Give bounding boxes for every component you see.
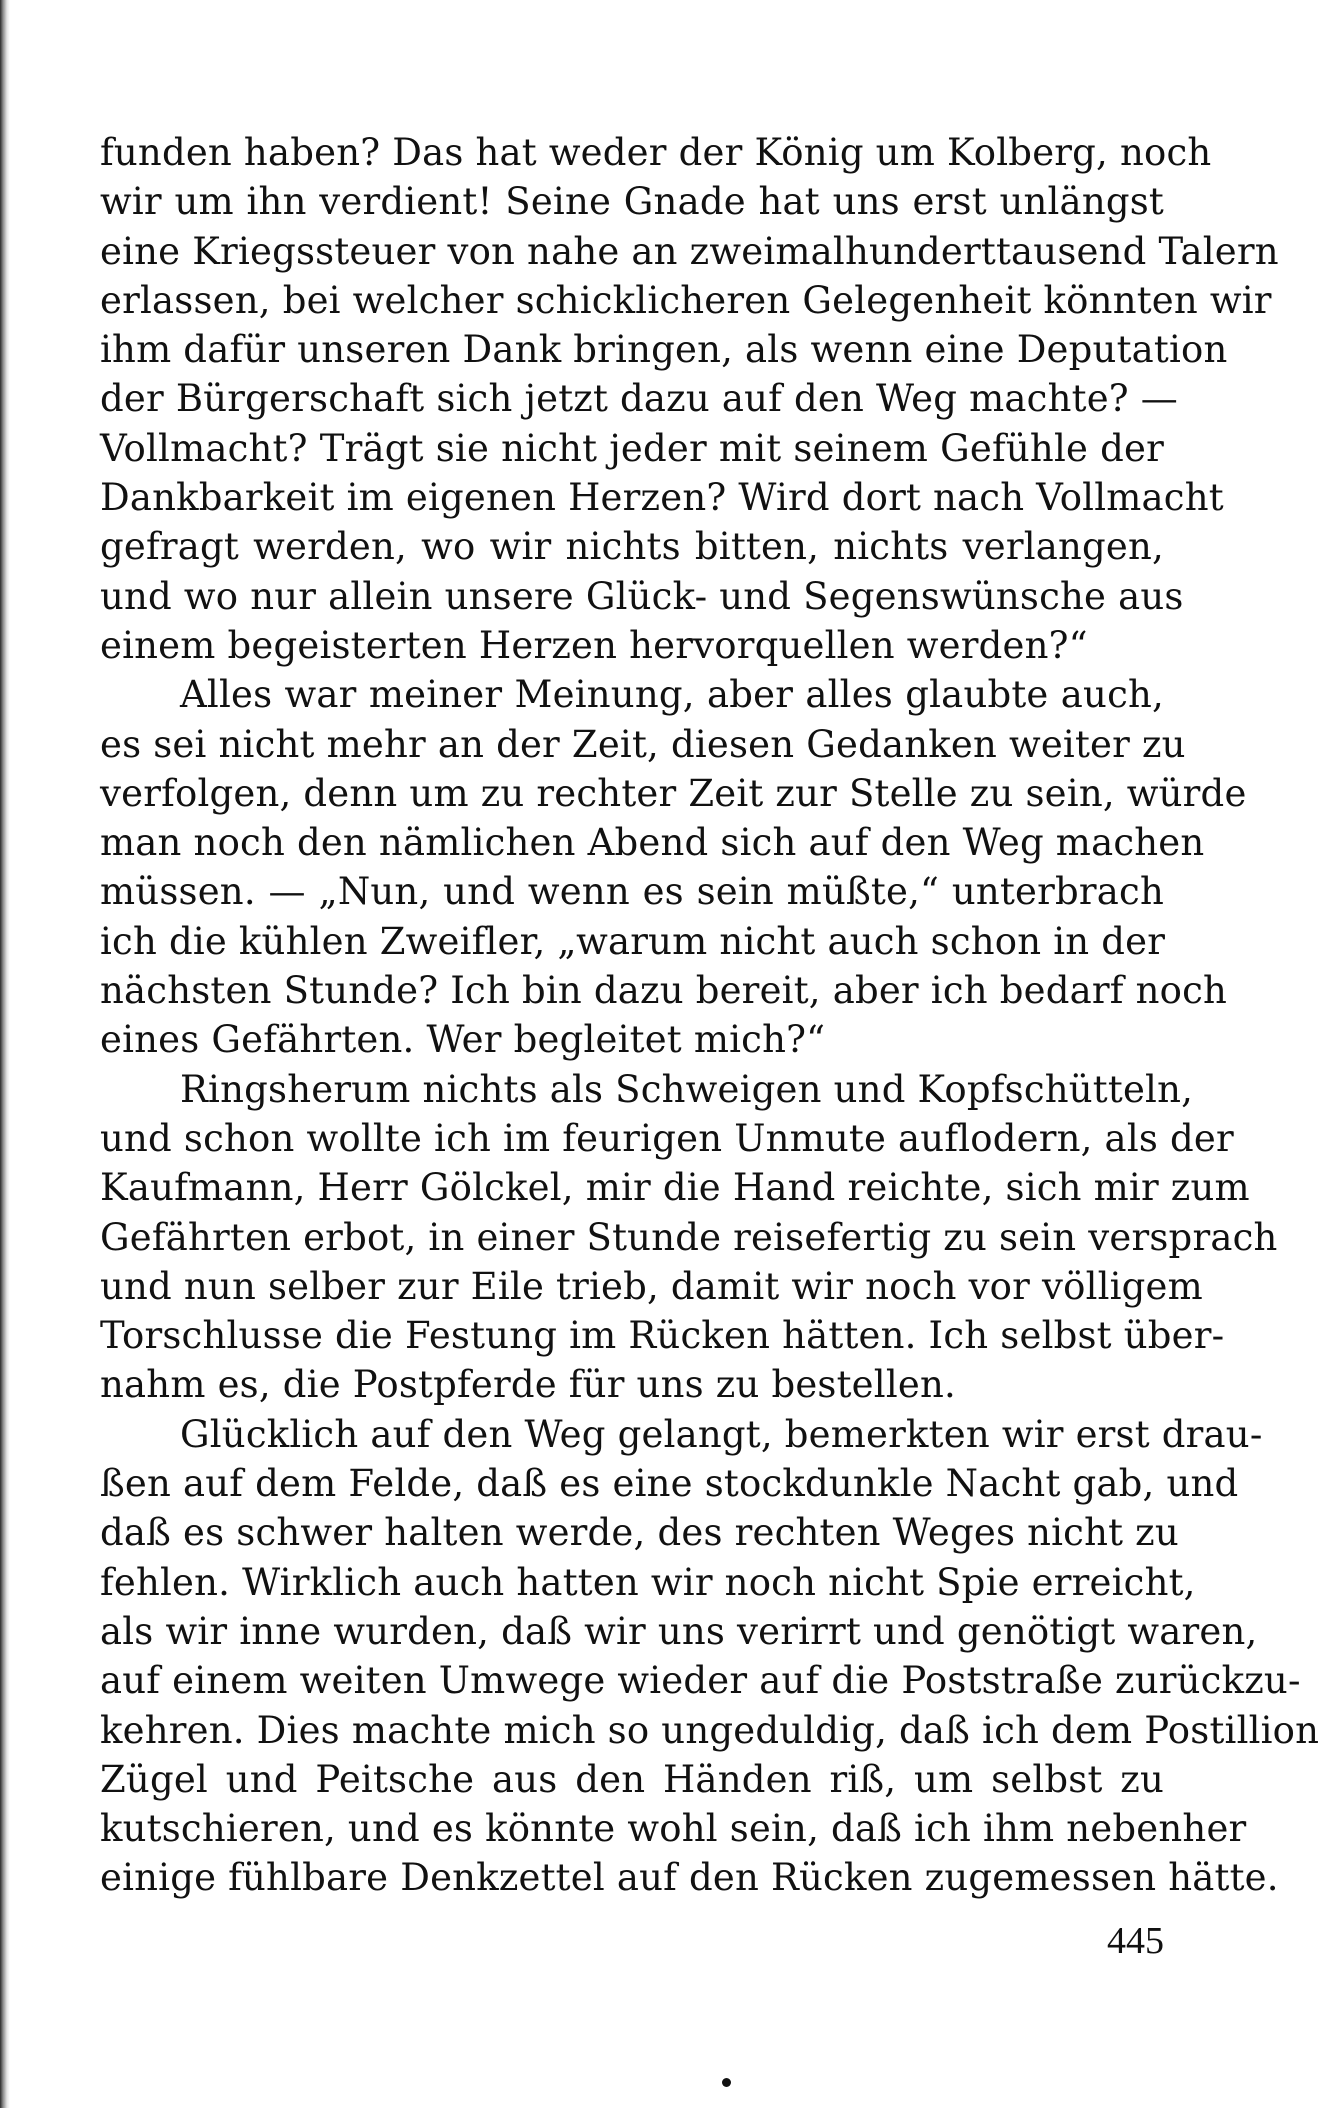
text-line: und schon wollte ich im feurigen Unmute auflodern, als der xyxy=(100,1116,1234,1160)
text-line: man noch den nämlichen Abend sich auf den Weg machen xyxy=(100,821,1205,865)
text-line: müssen. — „Nun, und wenn es sein müßte,“ unterbrach xyxy=(100,870,1164,914)
text-line: ihm dafür unseren Dank bringen, als wenn eine Deputation xyxy=(100,328,1228,372)
print-mark xyxy=(722,2078,731,2087)
text-line: Alles war meiner Meinung, aber alles glaubte auch, xyxy=(180,673,1164,717)
text-line: nächsten Stunde? Ich bin dazu bereit, aber ich bedarf noch xyxy=(100,969,1228,1013)
text-line: erlassen, bei welcher schicklicheren Gelegenheit könnten wir xyxy=(100,278,1272,322)
text-line: funden haben? Das hat weder der König um Kolberg, noch xyxy=(100,131,1212,174)
text-line: und wo nur allein unsere Glück- und Segenswünsche aus xyxy=(100,574,1184,618)
text-line: eine Kriegssteuer von nahe an zweimalhunderttausend Talern xyxy=(100,229,1279,273)
text-line: ßen auf dem Felde, daß es eine stockdunkle Nacht gab, und xyxy=(100,1462,1239,1506)
text-line: wir um ihn verdient! Seine Gnade hat uns erst unlängst xyxy=(100,180,1164,224)
text-line: Glücklich auf den Weg gelangt, bemerkten wir erst drau- xyxy=(180,1412,1263,1456)
text-line: einem begeisterten Herzen hervorquellen werden?“ xyxy=(100,623,1088,667)
text-line: daß es schwer halten werde, des rechten Weges nicht zu xyxy=(100,1511,1179,1555)
text-line: ich die kühlen Zweifler, „warum nicht auch schon in der xyxy=(100,919,1166,963)
text-line: verfolgen, denn um zu rechter Zeit zur Stelle zu sein, würde xyxy=(100,771,1247,815)
text-line: der Bürgerschaft sich jetzt dazu auf den Weg machte? — xyxy=(100,377,1178,421)
text-line: gefragt werden, wo wir nichts bitten, nichts verlangen, xyxy=(100,525,1164,569)
text-line: fehlen. Wirklich auch hatten wir noch nicht Spie erreicht, xyxy=(100,1560,1196,1604)
text-line: kutschieren, und es könnte wohl sein, daß ich ihm nebenher xyxy=(100,1807,1247,1851)
page-number: 445 xyxy=(1107,1920,1164,1962)
text-line: Ringsherum nichts als Schweigen und Kopfschütteln, xyxy=(180,1067,1194,1111)
text-line: es sei nicht mehr an der Zeit, diesen Gedanken weiter zu xyxy=(100,722,1186,766)
page-binding-edge xyxy=(0,0,10,2108)
text-line: als wir inne wurden, daß wir uns verirrt und genötigt waren, xyxy=(100,1609,1258,1653)
text-line: Vollmacht? Trägt sie nicht jeder mit seinem Gefühle der xyxy=(100,426,1164,470)
text-line: Torschlusse die Festung im Rücken hätten. Ich selbst über- xyxy=(100,1314,1225,1358)
text-line: kehren. Dies machte mich so ungeduldig, daß ich dem Postillion xyxy=(100,1708,1319,1752)
text-line: Zügel und Peitsche aus den Händen riß, um selbst zu xyxy=(100,1757,1164,1801)
text-line: einige fühlbare Denkzettel auf den Rücken zugemessen hätte. xyxy=(100,1856,1279,1900)
text-line: Gefährten erbot, in einer Stunde reisefertig zu sein versprach xyxy=(100,1215,1278,1259)
text-line: Kaufmann, Herr Gölckel, mir die Hand reichte, sich mir zum xyxy=(100,1166,1250,1210)
text-line: Dankbarkeit im eigenen Herzen? Wird dort nach Vollmacht xyxy=(100,476,1224,520)
text-line: nahm es, die Postpferde für uns zu bestellen. xyxy=(100,1363,956,1407)
text-line: auf einem weiten Umwege wieder auf die Poststraße zurückzu- xyxy=(100,1659,1301,1703)
text-line: eines Gefährten. Wer begleitet mich?“ xyxy=(100,1018,826,1062)
text-line: und nun selber zur Eile trieb, damit wir noch vor völligem xyxy=(100,1264,1203,1308)
body-text xyxy=(100,128,1319,1903)
